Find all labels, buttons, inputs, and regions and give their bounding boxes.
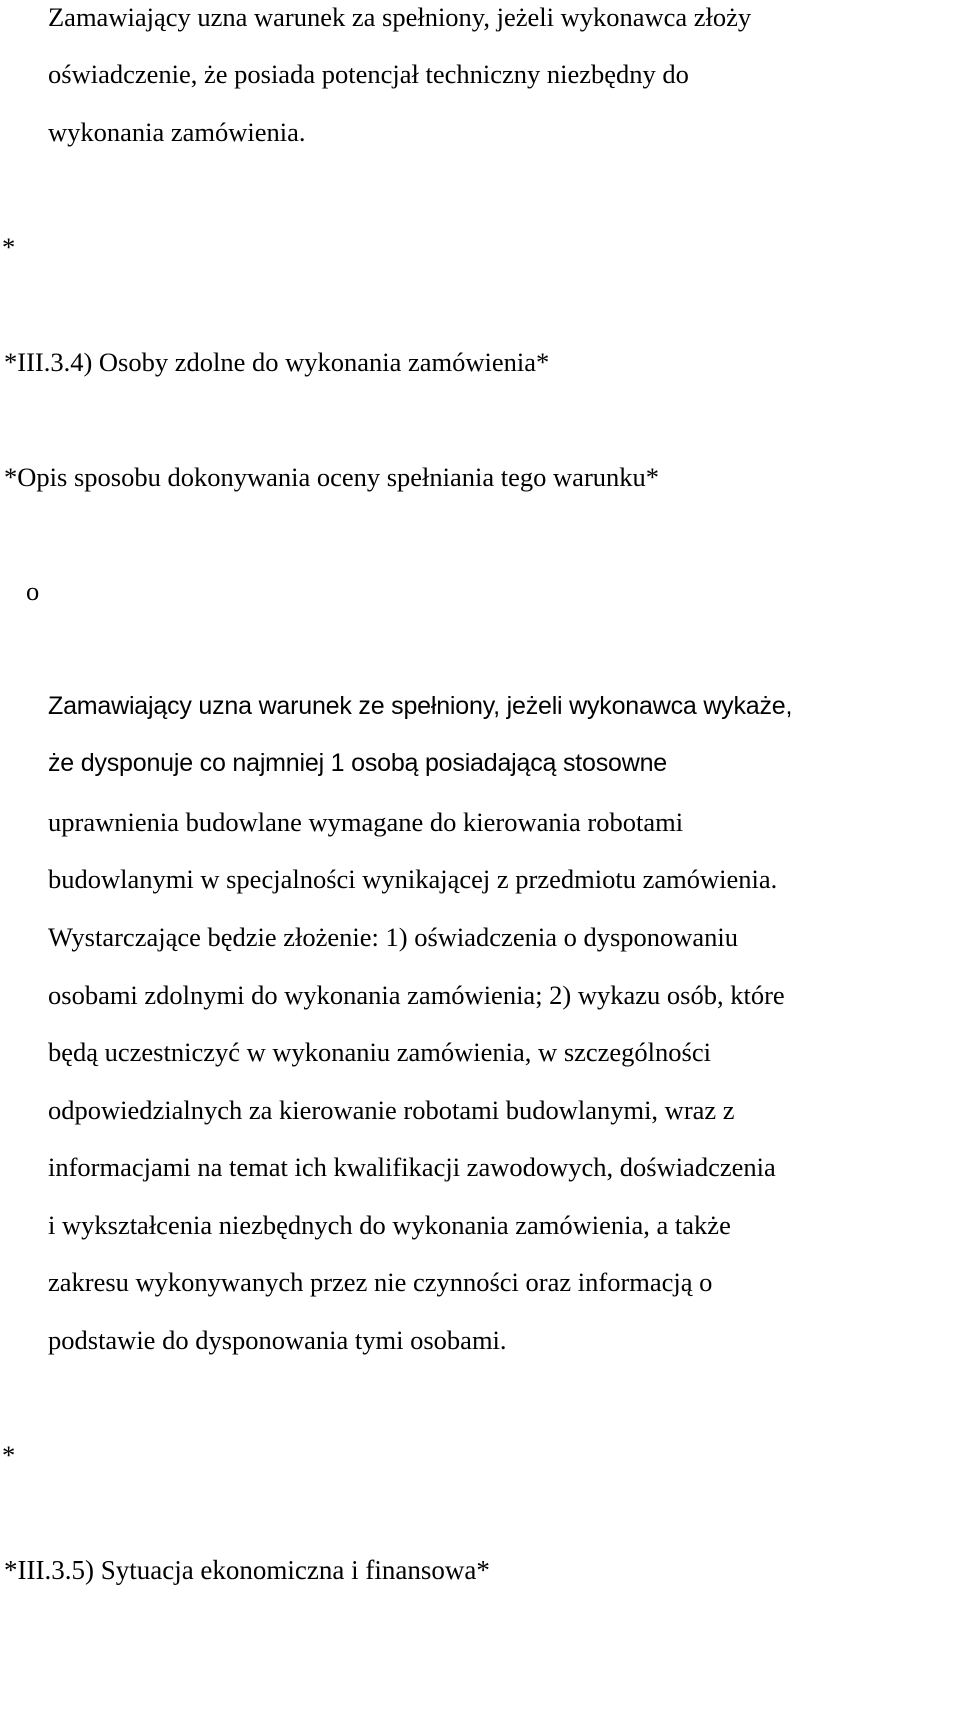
paragraph-line: odpowiedzialnych za kierowanie robotami budowlanymi, wraz z — [48, 1095, 735, 1125]
paragraph-line: wykonania zamówienia. — [48, 117, 306, 147]
section-heading: *III.3.4) Osoby zdolne do wykonania zamówienia* — [4, 347, 550, 377]
paragraph-line: że dysponuje co najmniej 1 osobą posiadającą stosowne — [48, 749, 667, 777]
paragraph-line: i wykształcenia niezbędnych do wykonania zamówienia, a także — [48, 1210, 731, 1240]
paragraph-line: podstawie do dysponowania tymi osobami. — [48, 1325, 507, 1355]
paragraph-line: Zamawiający uzna warunek ze spełniony, jeżeli wykonawca wykaże, — [48, 692, 793, 720]
asterisk-marker: * — [2, 1440, 16, 1470]
paragraph-line: uprawnienia budowlane wymagane do kierowania robotami — [48, 807, 684, 837]
paragraph-line: będą uczestniczyć w wykonaniu zamówienia, w szczególności — [48, 1037, 711, 1067]
asterisk-marker: * — [2, 232, 16, 262]
section-subheading: *Opis sposobu dokonywania oceny spełniania tego warunku* — [4, 462, 660, 492]
section-heading: *III.3.5) Sytuacja ekonomiczna i finansowa* — [4, 1555, 490, 1585]
paragraph-line: oświadczenie, że posiada potencjał techniczny niezbędny do — [48, 59, 689, 89]
paragraph-line: zakresu wykonywanych przez nie czynności oraz informacją o — [48, 1267, 713, 1297]
paragraph-line: Wystarczające będzie złożenie: 1) oświadczenia o dysponowaniu — [48, 922, 739, 952]
paragraph-line: Zamawiający uzna warunek za spełniony, jeżeli wykonawca złoży — [48, 2, 752, 32]
paragraph-line: osobami zdolnymi do wykonania zamówienia; 2) wykazu osób, które — [48, 980, 785, 1010]
list-bullet: o — [26, 576, 40, 606]
paragraph-line: informacjami na temat ich kwalifikacji zawodowych, doświadczenia — [48, 1152, 776, 1182]
paragraph-line: budowlanymi w specjalności wynikającej z przedmiotu zamówienia. — [48, 864, 778, 894]
